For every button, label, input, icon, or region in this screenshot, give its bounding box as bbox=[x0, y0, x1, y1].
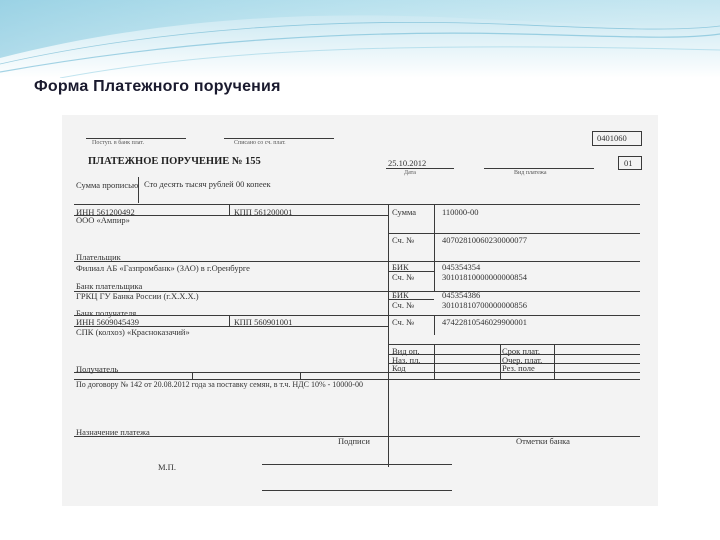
account3-label: Сч. № bbox=[392, 317, 415, 327]
signature-line-1 bbox=[262, 464, 452, 465]
op-type-label: Вид оп. bbox=[392, 346, 420, 356]
row-line-2 bbox=[74, 261, 640, 262]
corr1-label: Сч. № bbox=[392, 272, 415, 282]
payment-order-form bbox=[62, 115, 658, 506]
payee-label: Получатель bbox=[76, 364, 119, 374]
received-label: Поступ. в банк плат. bbox=[92, 140, 144, 146]
payee-inn-kpp-divider bbox=[229, 315, 230, 326]
bank-marks-label: Отметки банка bbox=[516, 436, 570, 446]
sum-line bbox=[388, 233, 640, 234]
tax-vertical-1 bbox=[192, 372, 193, 379]
decorative-banner bbox=[0, 0, 720, 78]
purpose-text: По договору № 142 от 20.08.2012 года за поставку семян, в т.ч. НДС 10% - 10000-00 bbox=[76, 380, 363, 389]
tax-vertical-3 bbox=[434, 372, 435, 379]
payee-name: СПК (колхоз) «Красноказачий» bbox=[76, 327, 190, 337]
payer-bank-label: Банк плательщика bbox=[76, 281, 143, 291]
reserve-label: Рез. поле bbox=[502, 363, 535, 373]
date-label: Дата bbox=[404, 170, 416, 176]
payer-name: ООО «Ампир» bbox=[76, 215, 130, 225]
document-date: 25.10.2012 bbox=[388, 158, 427, 168]
pay-purpose-short-label: Наз. пл. bbox=[392, 355, 421, 365]
sum-label: Сумма bbox=[392, 207, 417, 217]
paytype-label: Вид платежа bbox=[514, 170, 547, 176]
row-line-5 bbox=[74, 372, 640, 373]
payer-label: Плательщик bbox=[76, 252, 121, 262]
inn-kpp-divider bbox=[229, 205, 230, 215]
signature-line-2 bbox=[262, 490, 452, 491]
payer-inn: ИНН 561200492 bbox=[76, 207, 135, 217]
account1-label: Сч. № bbox=[392, 235, 415, 245]
payee-bank: ГРКЦ ГУ Банка России (г.Х.Х.Х.) bbox=[76, 291, 199, 301]
sum-value: 110000-00 bbox=[442, 207, 479, 217]
row-line-1 bbox=[74, 204, 640, 205]
corr2-label: Сч. № bbox=[392, 300, 415, 310]
payee-inn: ИНН 5609045439 bbox=[76, 317, 140, 327]
optype-top-line bbox=[388, 344, 640, 345]
order-label: Очер. плат. bbox=[502, 355, 543, 365]
payer-account: 40702810060230000077 bbox=[442, 235, 527, 245]
signatures-label: Подписи bbox=[338, 436, 370, 446]
form-code: 0401060 bbox=[597, 133, 627, 143]
payer-bank: Филиал АБ «Газпромбанк» (ЗАО) в г.Оренбурге bbox=[76, 263, 250, 273]
tax-vertical-2 bbox=[300, 372, 301, 379]
form-code-box bbox=[592, 131, 642, 146]
sum-words-divider bbox=[138, 177, 139, 203]
corr2: 30101810700000000856 bbox=[442, 300, 527, 310]
sum-words-label: Сумма прописью bbox=[76, 180, 139, 190]
tax-vertical-4 bbox=[500, 372, 501, 379]
debited-line bbox=[224, 138, 334, 139]
bik2: 045354386 bbox=[442, 290, 481, 300]
optype-vertical-2 bbox=[500, 344, 501, 372]
received-line bbox=[86, 138, 186, 139]
debited-label: Списано со сч. плат. bbox=[234, 140, 286, 146]
corr1: 30101810000000000854 bbox=[442, 272, 527, 282]
payee-account: 47422810546029900001 bbox=[442, 317, 527, 327]
due-date-label: Срок плат. bbox=[502, 346, 540, 356]
payee-kpp: КПП 560901001 bbox=[234, 317, 293, 327]
main-vertical-2 bbox=[434, 204, 435, 292]
row-line-4 bbox=[74, 315, 640, 316]
code-label: Код bbox=[392, 363, 406, 373]
main-vertical-3 bbox=[434, 315, 435, 335]
optype-vertical-3 bbox=[554, 344, 555, 372]
purpose-label: Назначение платежа bbox=[76, 427, 150, 437]
optype-vertical-1 bbox=[434, 344, 435, 372]
tax-vertical-5 bbox=[554, 372, 555, 379]
date-line bbox=[386, 168, 454, 169]
document-title: ПЛАТЕЖНОЕ ПОРУЧЕНИЕ № 155 bbox=[88, 156, 261, 167]
payee-bank-label: Банк получателя bbox=[76, 308, 137, 318]
slide-title: Форма Платежного поручения bbox=[34, 78, 281, 95]
bik1: 045354354 bbox=[442, 262, 481, 272]
status-code: 01 bbox=[624, 158, 633, 168]
status-box bbox=[618, 156, 642, 170]
main-vertical-1 bbox=[388, 204, 389, 467]
stamp-label: М.П. bbox=[158, 462, 176, 472]
payer-kpp: КПП 561200001 bbox=[234, 207, 293, 217]
sum-words: Сто десять тысяч рублей 00 копеек bbox=[144, 179, 271, 189]
bik1-label: БИК bbox=[392, 262, 409, 272]
bik2-label: БИК bbox=[392, 290, 409, 300]
paytype-line bbox=[484, 168, 594, 169]
